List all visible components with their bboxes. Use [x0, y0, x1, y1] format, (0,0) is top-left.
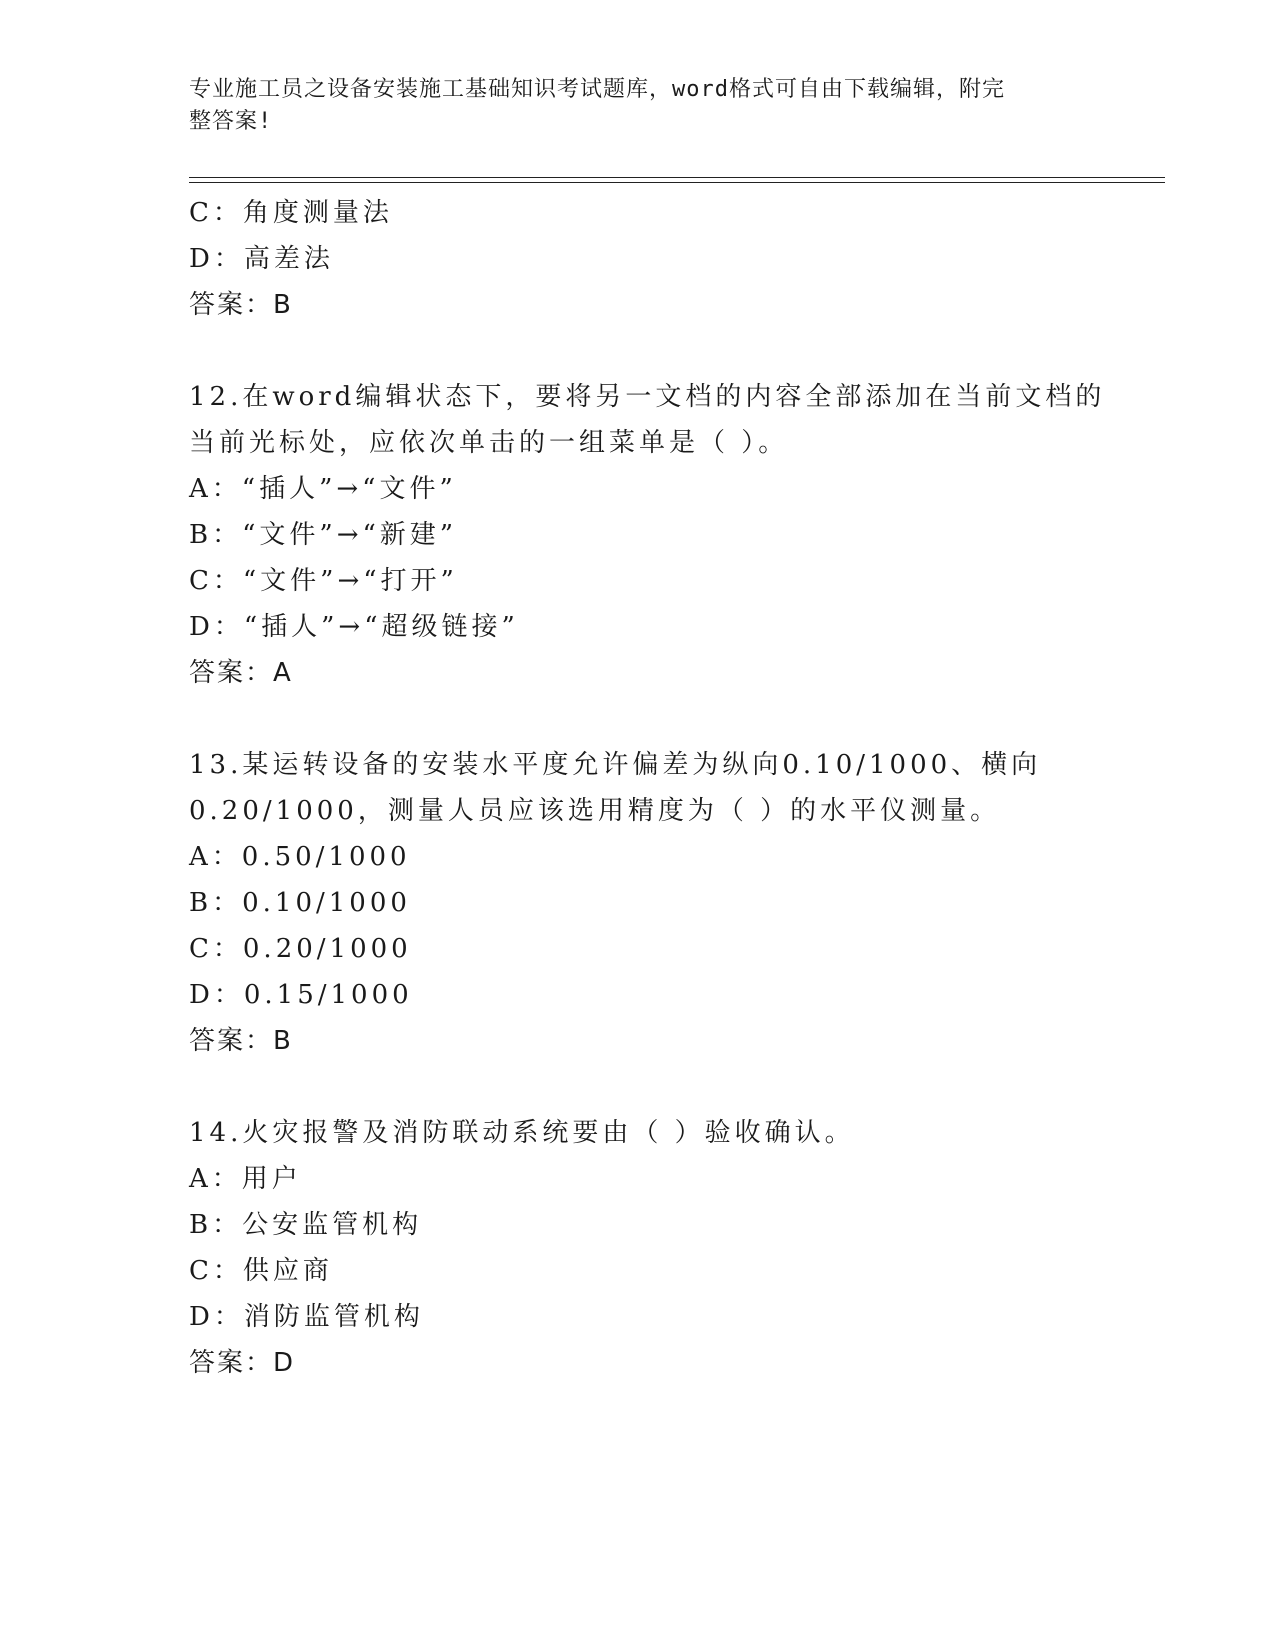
question-text: 12.在word编辑状态下，要将另一文档的内容全部添加在当前文档的: [189, 382, 1106, 412]
document-header: [189, 74, 1069, 138]
question-text: 0.20/1000，测量人员应该选用精度为（ ）的水平仪测量。: [189, 796, 1001, 826]
question-12: [189, 374, 1149, 696]
question-list: [189, 190, 1149, 1386]
question-11-continued: [189, 190, 1149, 328]
answer: 答案：D: [189, 1348, 296, 1378]
question-text: 13.某运转设备的安装水平度允许偏差为纵向0.10/1000、横向: [189, 750, 1042, 780]
option-c: C：“文件”→“打开”: [189, 566, 458, 596]
header-divider-top: [189, 177, 1165, 178]
header-divider-bottom: [189, 182, 1165, 183]
question-text: 14.火灾报警及消防联动系统要由（ ）验收确认。: [189, 1118, 855, 1148]
question-text: 当前光标处，应依次单击的一组菜单是（ ）。: [189, 428, 789, 458]
header-line-2: 整答案!: [189, 109, 273, 134]
question-14: [189, 1110, 1149, 1386]
option-b: B：“文件”→“新建”: [189, 520, 458, 550]
option-a: A：用户: [189, 1164, 302, 1194]
option-a: A：“插人”→“文件”: [189, 474, 457, 504]
option-d: D：0.15/1000: [189, 980, 413, 1010]
answer: 答案：B: [189, 290, 293, 320]
option-c: C：供应商: [189, 1256, 333, 1286]
option-d: D：“插人”→“超级链接”: [189, 612, 519, 642]
option-c: C：角度测量法: [189, 198, 393, 228]
question-13: [189, 742, 1149, 1064]
header-line-1: 专业施工员之设备安装施工基础知识考试题库，word格式可自由下载编辑，附完: [189, 77, 1005, 102]
option-a: A：0.50/1000: [189, 842, 411, 872]
option-d: D：高差法: [189, 244, 334, 274]
option-b: B：公安监管机构: [189, 1210, 423, 1240]
option-d: D：消防监管机构: [189, 1302, 424, 1332]
option-b: B：0.10/1000: [189, 888, 411, 918]
answer: 答案：B: [189, 1026, 293, 1056]
option-c: C：0.20/1000: [189, 934, 412, 964]
answer: 答案：A: [189, 658, 293, 688]
